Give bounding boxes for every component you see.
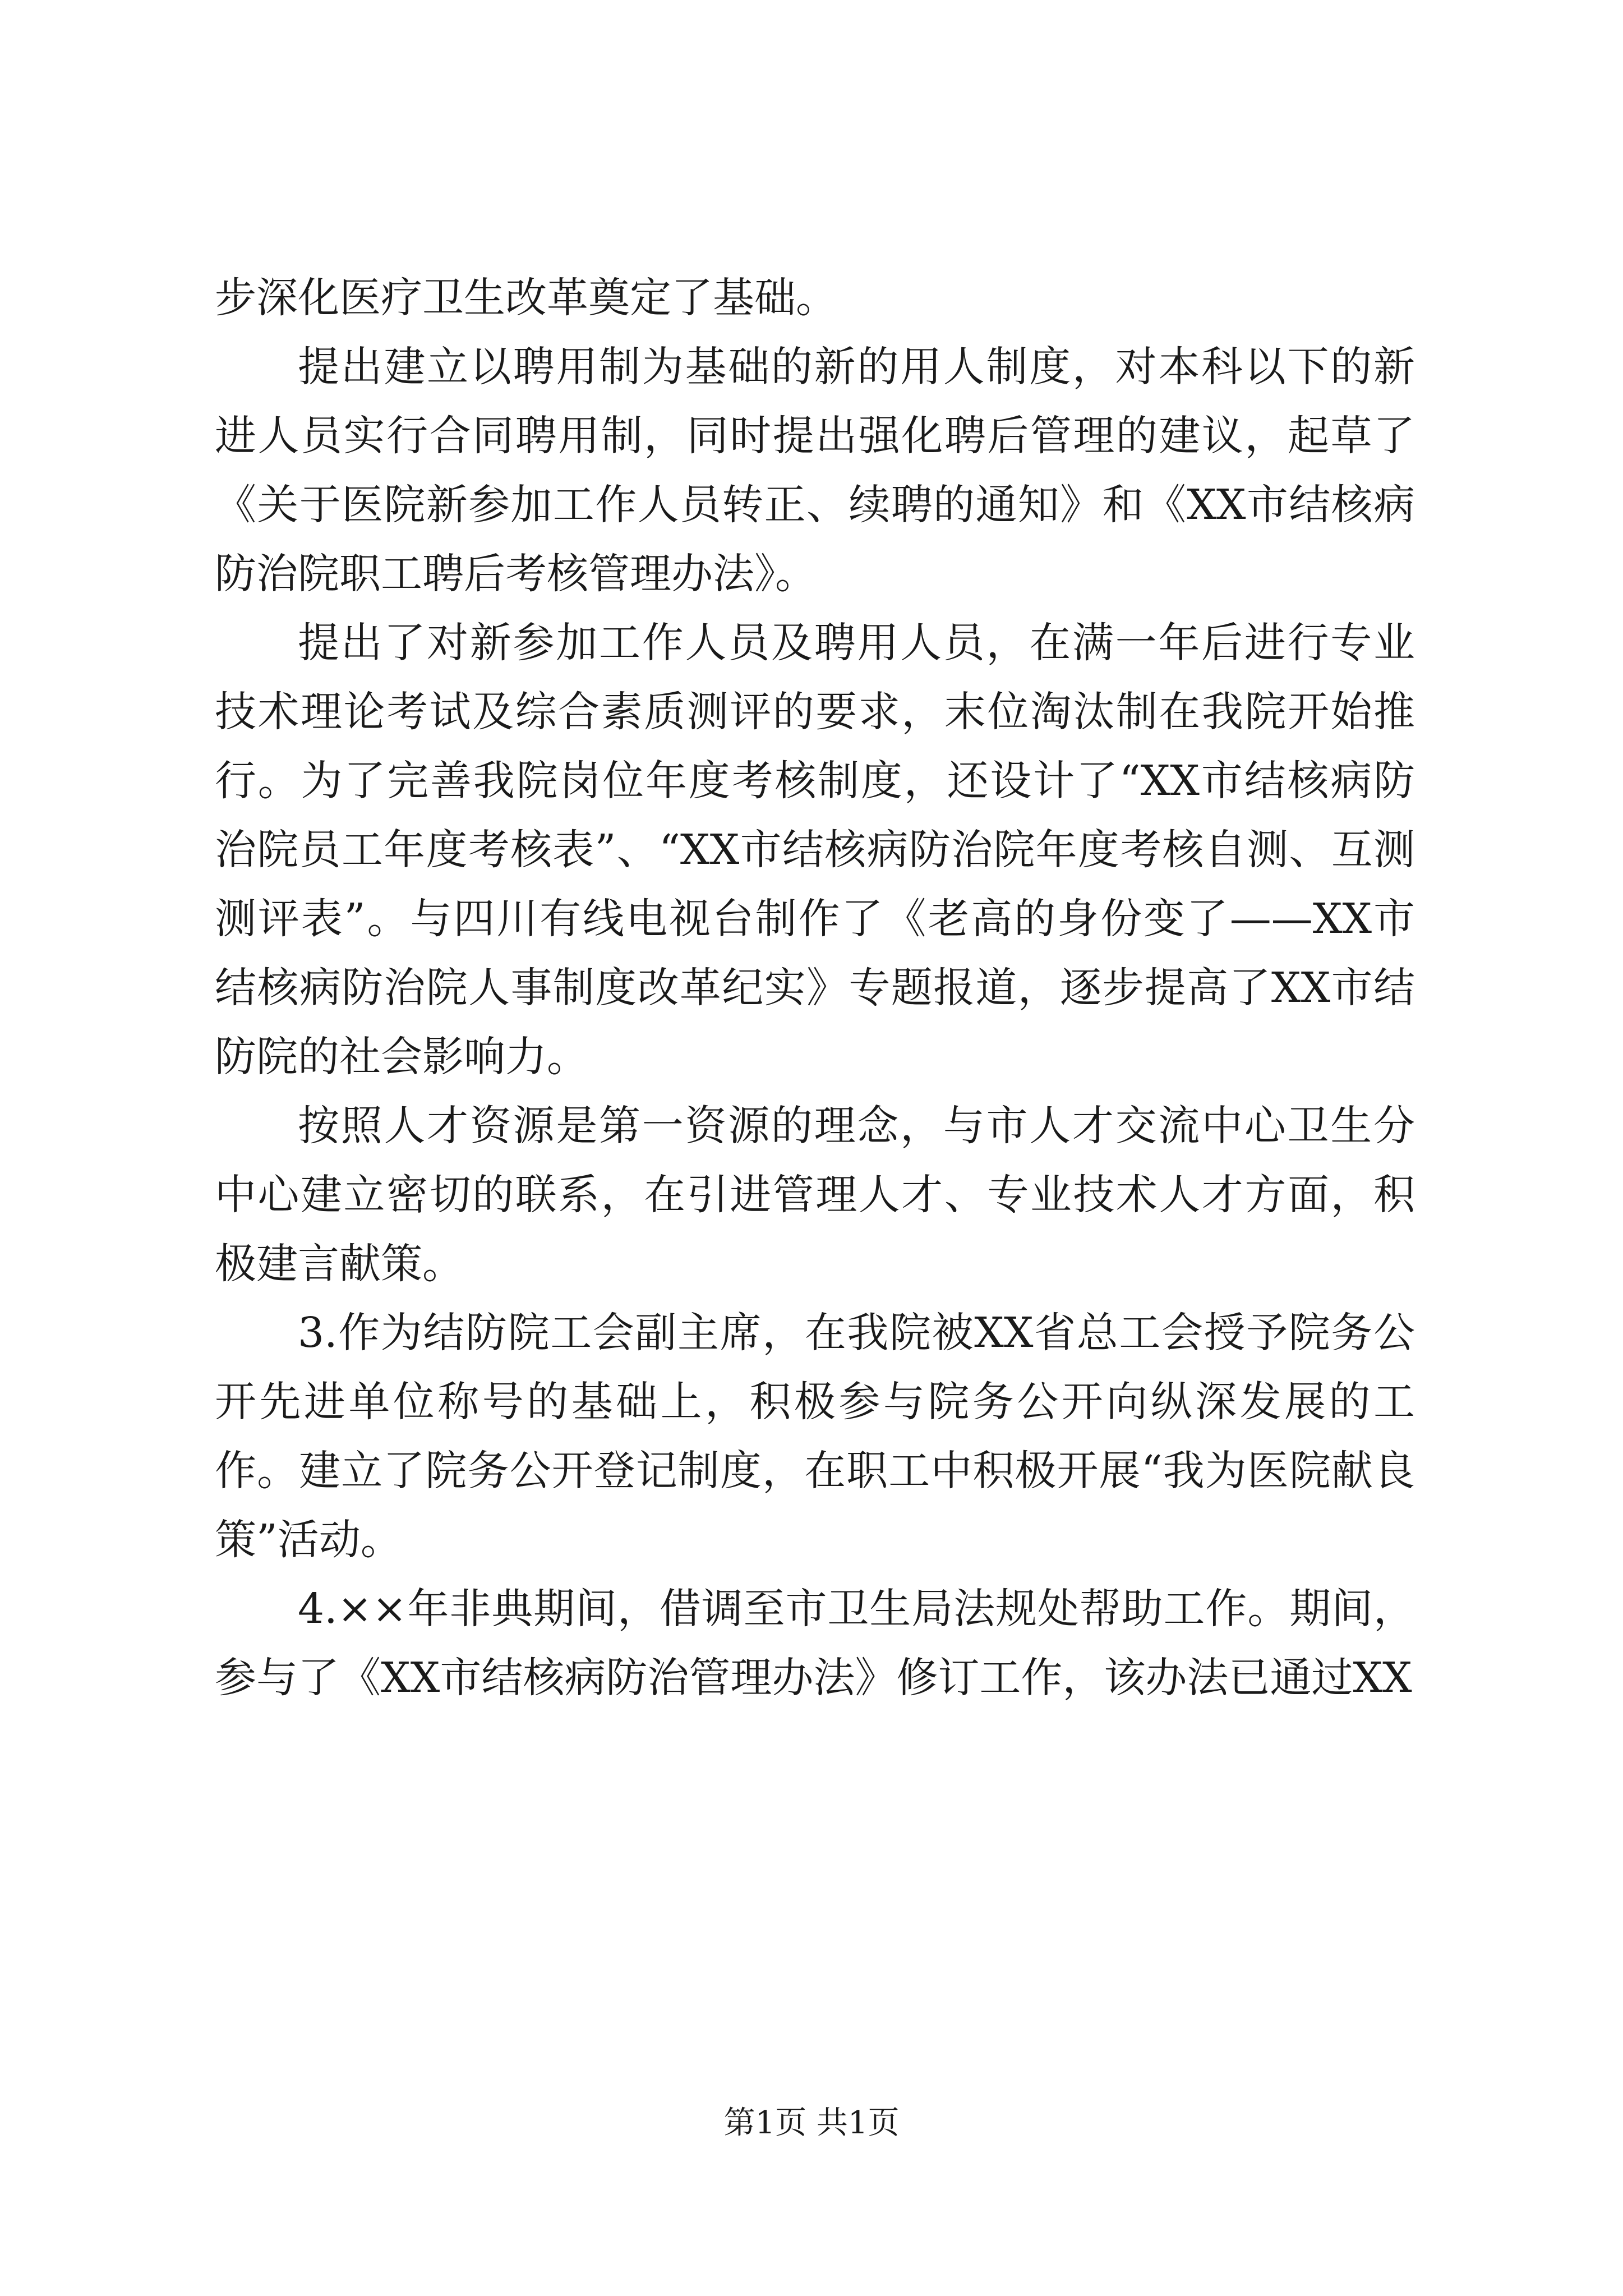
paragraph-4: 按照人才资源是第一资源的理念，与市人才交流中心卫生分中心建立密切的联系，在引进管理人才、专业技术人才方面，积极建言献策。 [215,1102,1415,1288]
paragraph-3: 提出了对新参加工作人员及聘用人员，在满一年后进行专业技术理论考试及综合素质测评的要求，末位淘汰制在我院开始推行。为了完善我院岗位年度考核制度，还设计了“XX市结核病防治院员工年度考核表”、“XX市结核病防治院年度考核自测、互测测评表”。与四川有线电视台制作了《老高的身份变了——XX市结核病防治院人事制度改革纪实》专题报道，逐步提高了XX市结防院的社会影响力。 [215,619,1415,1081]
paragraph-2: 提出建立以聘用制为基础的新的用人制度，对本科以下的新进人员实行合同聘用制，同时提出强化聘后管理的建议，起草了《关于医院新参加工作人员转正、续聘的通知》和《XX市结核病防治院职工聘后考核管理办法》。 [215,343,1415,598]
paragraph-6: 4.××年非典期间，借调至市卫生局法规处帮助工作。期间，参与了《XX市结核病防治管理办法》修订工作，该办法已通过XX [215,1585,1415,1702]
paragraph-5: 3.作为结防院工会副主席，在我院被XX省总工会授予院务公开先进单位称号的基础上，积极参与院务公开向纵深发展的工作。建立了院务公开登记制度，在职工中积极开展“我为医院献良策”活动。 [215,1309,1415,1564]
paragraph-1: 步深化医疗卫生改革奠定了基础。 [215,274,837,322]
page-footer: 第1页 共1页 [723,2105,900,2141]
document-body [215,264,1415,1713]
